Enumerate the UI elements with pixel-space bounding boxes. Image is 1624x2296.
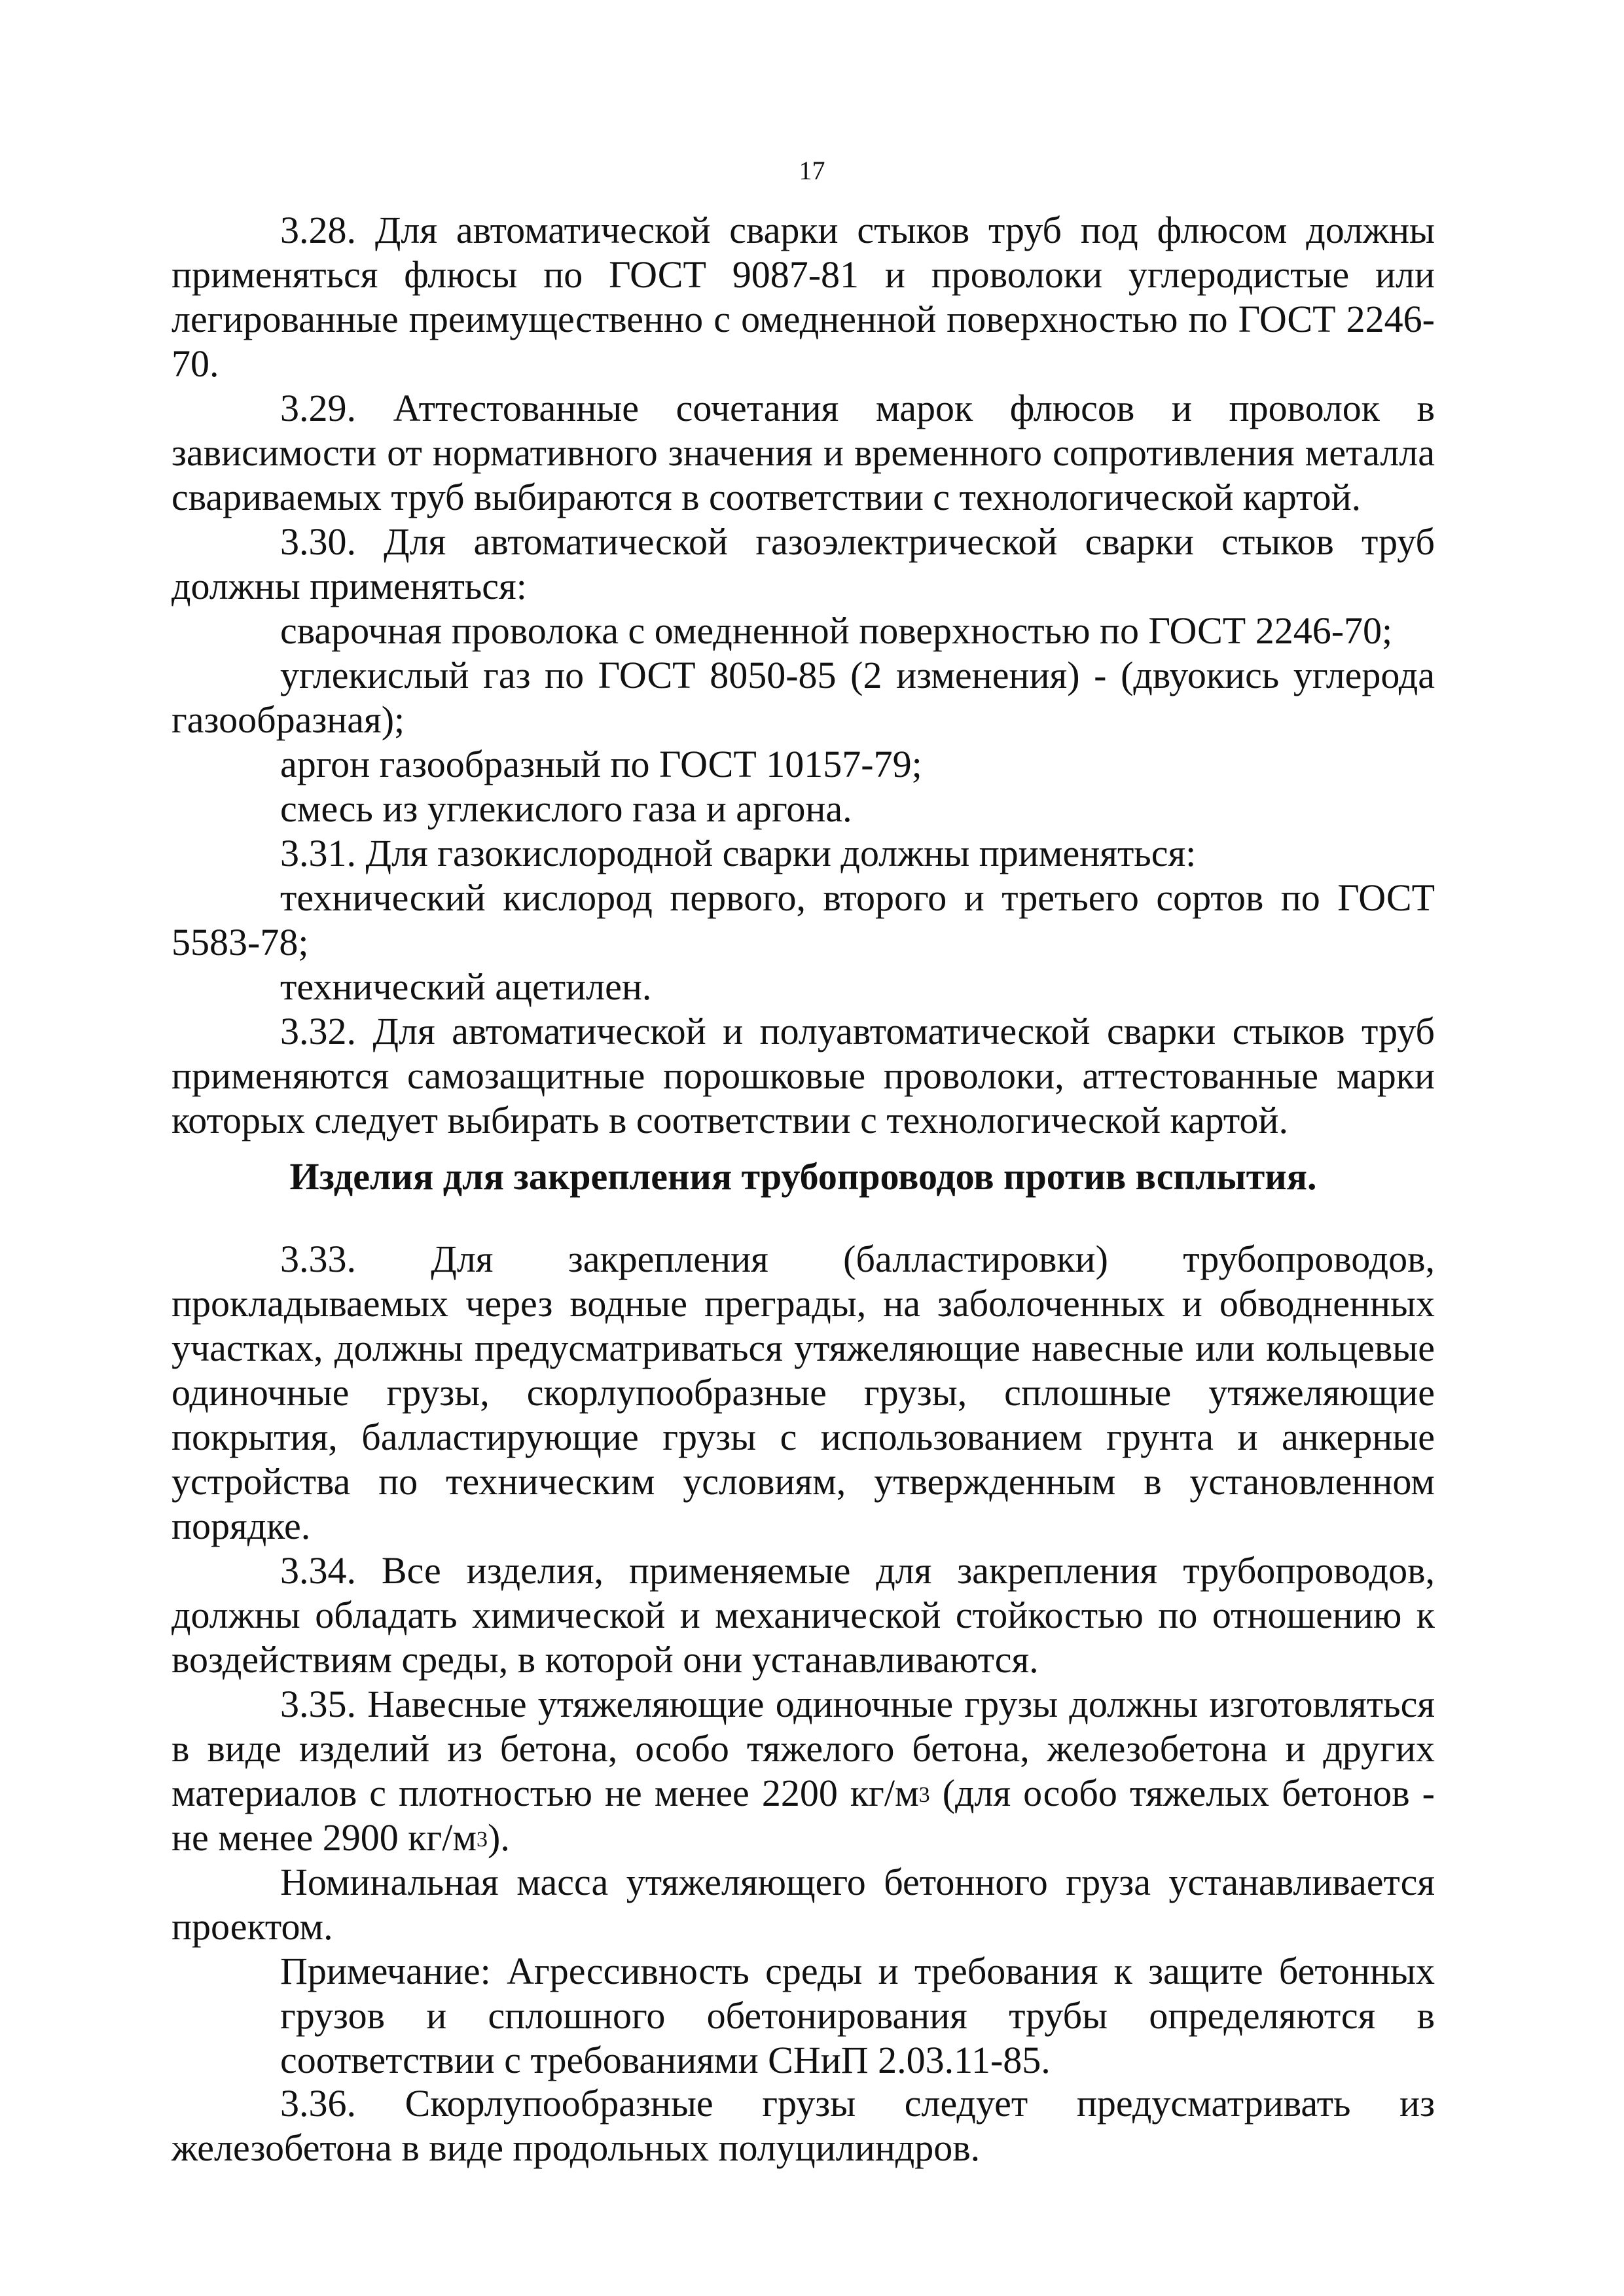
superscript: 3 (918, 1783, 930, 1807)
superscript: 3 (477, 1827, 488, 1852)
paragraph-3-28: 3.28. Для автоматической сварки стыков труб под флюсом должны применяться флюсы по ГОСТ 9087-81 и проволоки углеродистые или легированные преимущественно с омедненной поверхностью по ГОСТ 2246-70. (171, 209, 1435, 385)
paragraph-3-36: 3.36. Скорлупообразные грузы следует предусматривать из железобетона в виде продольных полуцилиндров. (171, 2082, 1435, 2169)
text-block-ballast-products (171, 1237, 1435, 2083)
paragraph-3-35-part-2: (для особо тяжелых бетонов - не менее 2900 кг/м (171, 1772, 1435, 1859)
list-item: углекислый газ по ГОСТ 8050-85 (2 изменения) - (двуокись углерода газообразная); (171, 654, 1435, 741)
paragraph-3-30: 3.30. Для автоматической газоэлектрической сварки стыков труб должны применяться: (171, 520, 1435, 607)
text-block-shell-weights (171, 2081, 1435, 2170)
note-paragraph: Примечание: Агрессивность среды и требования к защите бетонных грузов и сплошного обетонирования трубы определяются в соответствии с требованиями СНиП 2.03.11-85. (280, 1950, 1435, 2081)
section-heading: Изделия для закрепления трубопроводов против всплытия. (289, 1155, 1317, 1198)
paragraph-3-32: 3.32. Для автоматической и полуавтоматической сварки стыков труб применяются самозащитные порошковые проволоки, аттестованные марки которых следует выбирать в соответствии с технологической картой. (171, 1010, 1435, 1141)
paragraph-3-35-part-3: ). (488, 1816, 510, 1859)
list-item: сварочная проволока с омедненной поверхностью по ГОСТ 2246-70; (280, 609, 1393, 652)
list-item: технический кислород первого, второго и третьего сортов по ГОСТ 5583-78; (171, 876, 1435, 963)
paragraph-3-31: 3.31. Для газокислородной сварки должны применяться: (280, 832, 1197, 874)
list-item: технический ацетилен. (280, 965, 652, 1008)
paragraph-nominal-mass: Номинальная масса утяжеляющего бетонного груза устанавливается проектом. (171, 1861, 1435, 1948)
text-block-welding-materials (171, 208, 1435, 1143)
paragraph-3-35-part-1: 3.35. Навесные утяжеляющие одиночные грузы должны изготовляться в виде изделий из бетона, особо тяжелого бетона, железобетона и других материалов с плотностью не менее 2200 кг/м (171, 1683, 1435, 1814)
paragraph-3-33: 3.33. Для закрепления (балластировки) трубопроводов, прокладываемых через водные преграды, на заболоченных и обводненных участках, должны предусматриваться утяжеляющие навесные или кольцевые одиночные грузы, скорлупообразные грузы, сплошные утяжеляющие покрытия, балластирующие грузы с использованием грунта и анкерные устройства по техническим условиям, утвержденным в установленном порядке. (171, 1238, 1435, 1547)
paragraph-3-29: 3.29. Аттестованные сочетания марок флюсов и проволок в зависимости от нормативного значения и временного сопротивления металла свариваемых труб выбираются в соответствии с технологической картой. (171, 387, 1435, 518)
paragraph-3-34: 3.34. Все изделия, применяемые для закрепления трубопроводов, должны обладать химической и механической стойкостью по отношению к воздействиям среды, в которой они устанавливаются. (171, 1549, 1435, 1681)
paragraph-3-35 (171, 1682, 1435, 1860)
page-number: 17 (799, 156, 825, 185)
list-item: смесь из углекислого газа и аргона. (280, 787, 852, 830)
list-item: аргон газообразный по ГОСТ 10157-79; (280, 743, 922, 785)
